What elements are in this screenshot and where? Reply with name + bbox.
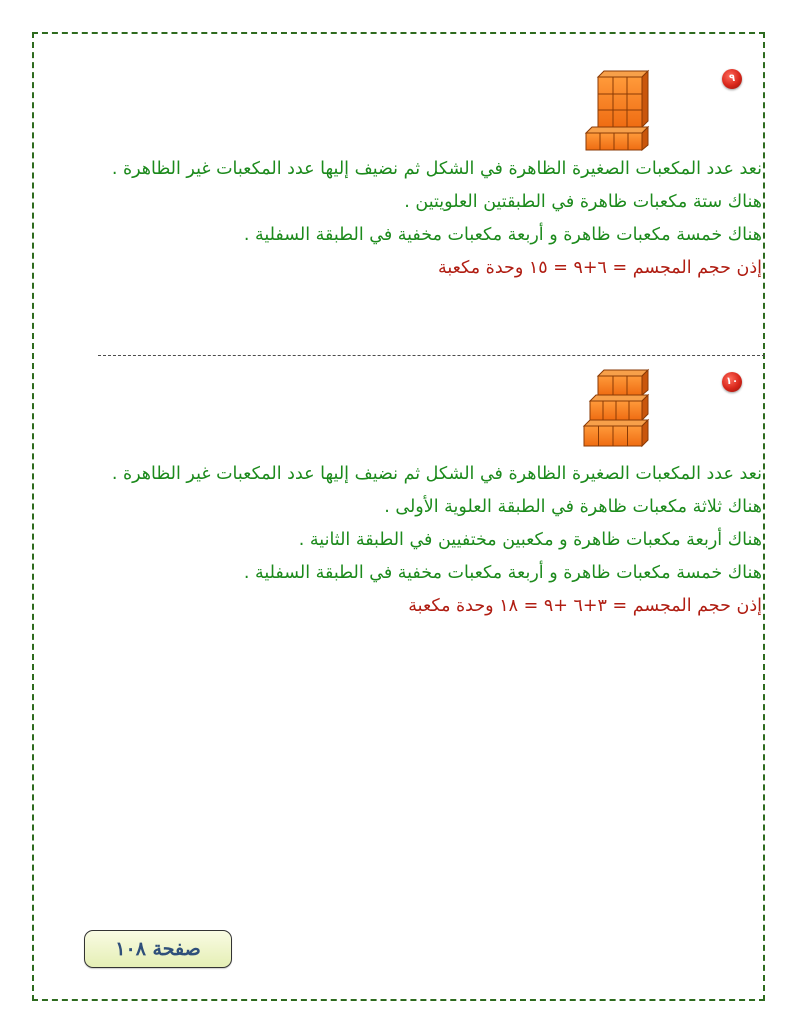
cube-stack-1-image — [580, 69, 680, 151]
page-number-label: صفحة ١٠٨ — [84, 930, 232, 968]
explanation-line: هناك أربعة مكعبات ظاهرة و مكعبين مختفيين في الطبقة الثانية . — [298, 530, 762, 550]
exercise-2-text — [72, 462, 762, 618]
section-divider — [98, 355, 765, 356]
volume-result: إذن حجم المجسم = ٦+٩ = ١٥ وحدة مكعبة — [437, 258, 762, 278]
exercise-marker-icon: ١٠ — [722, 372, 742, 392]
explanation-line: نعد عدد المكعبات الصغيرة الظاهرة في الشكل ثم نضيف إليها عدد المكعبات غير الظاهرة . — [111, 464, 762, 484]
explanation-line: نعد عدد المكعبات الصغيرة الظاهرة في الشكل ثم نضيف إليها عدد المكعبات غير الظاهرة . — [111, 159, 762, 179]
cube-stack-2-image — [580, 368, 680, 450]
explanation-line: هناك ثلاثة مكعبات ظاهرة في الطبقة العلوية الأولى . — [384, 497, 762, 517]
exercise-1-text — [72, 157, 762, 280]
explanation-line: هناك ستة مكعبات ظاهرة في الطبقتين العلويتين . — [404, 192, 762, 212]
volume-result: إذن حجم المجسم = ٣+٦ +٩ = ١٨ وحدة مكعبة — [408, 596, 762, 616]
explanation-line: هناك خمسة مكعبات ظاهرة و أربعة مكعبات مخفية في الطبقة السفلية . — [243, 225, 762, 245]
exercise-marker-icon: ٩ — [722, 69, 742, 89]
explanation-line: هناك خمسة مكعبات ظاهرة و أربعة مكعبات مخفية في الطبقة السفلية . — [243, 563, 762, 583]
